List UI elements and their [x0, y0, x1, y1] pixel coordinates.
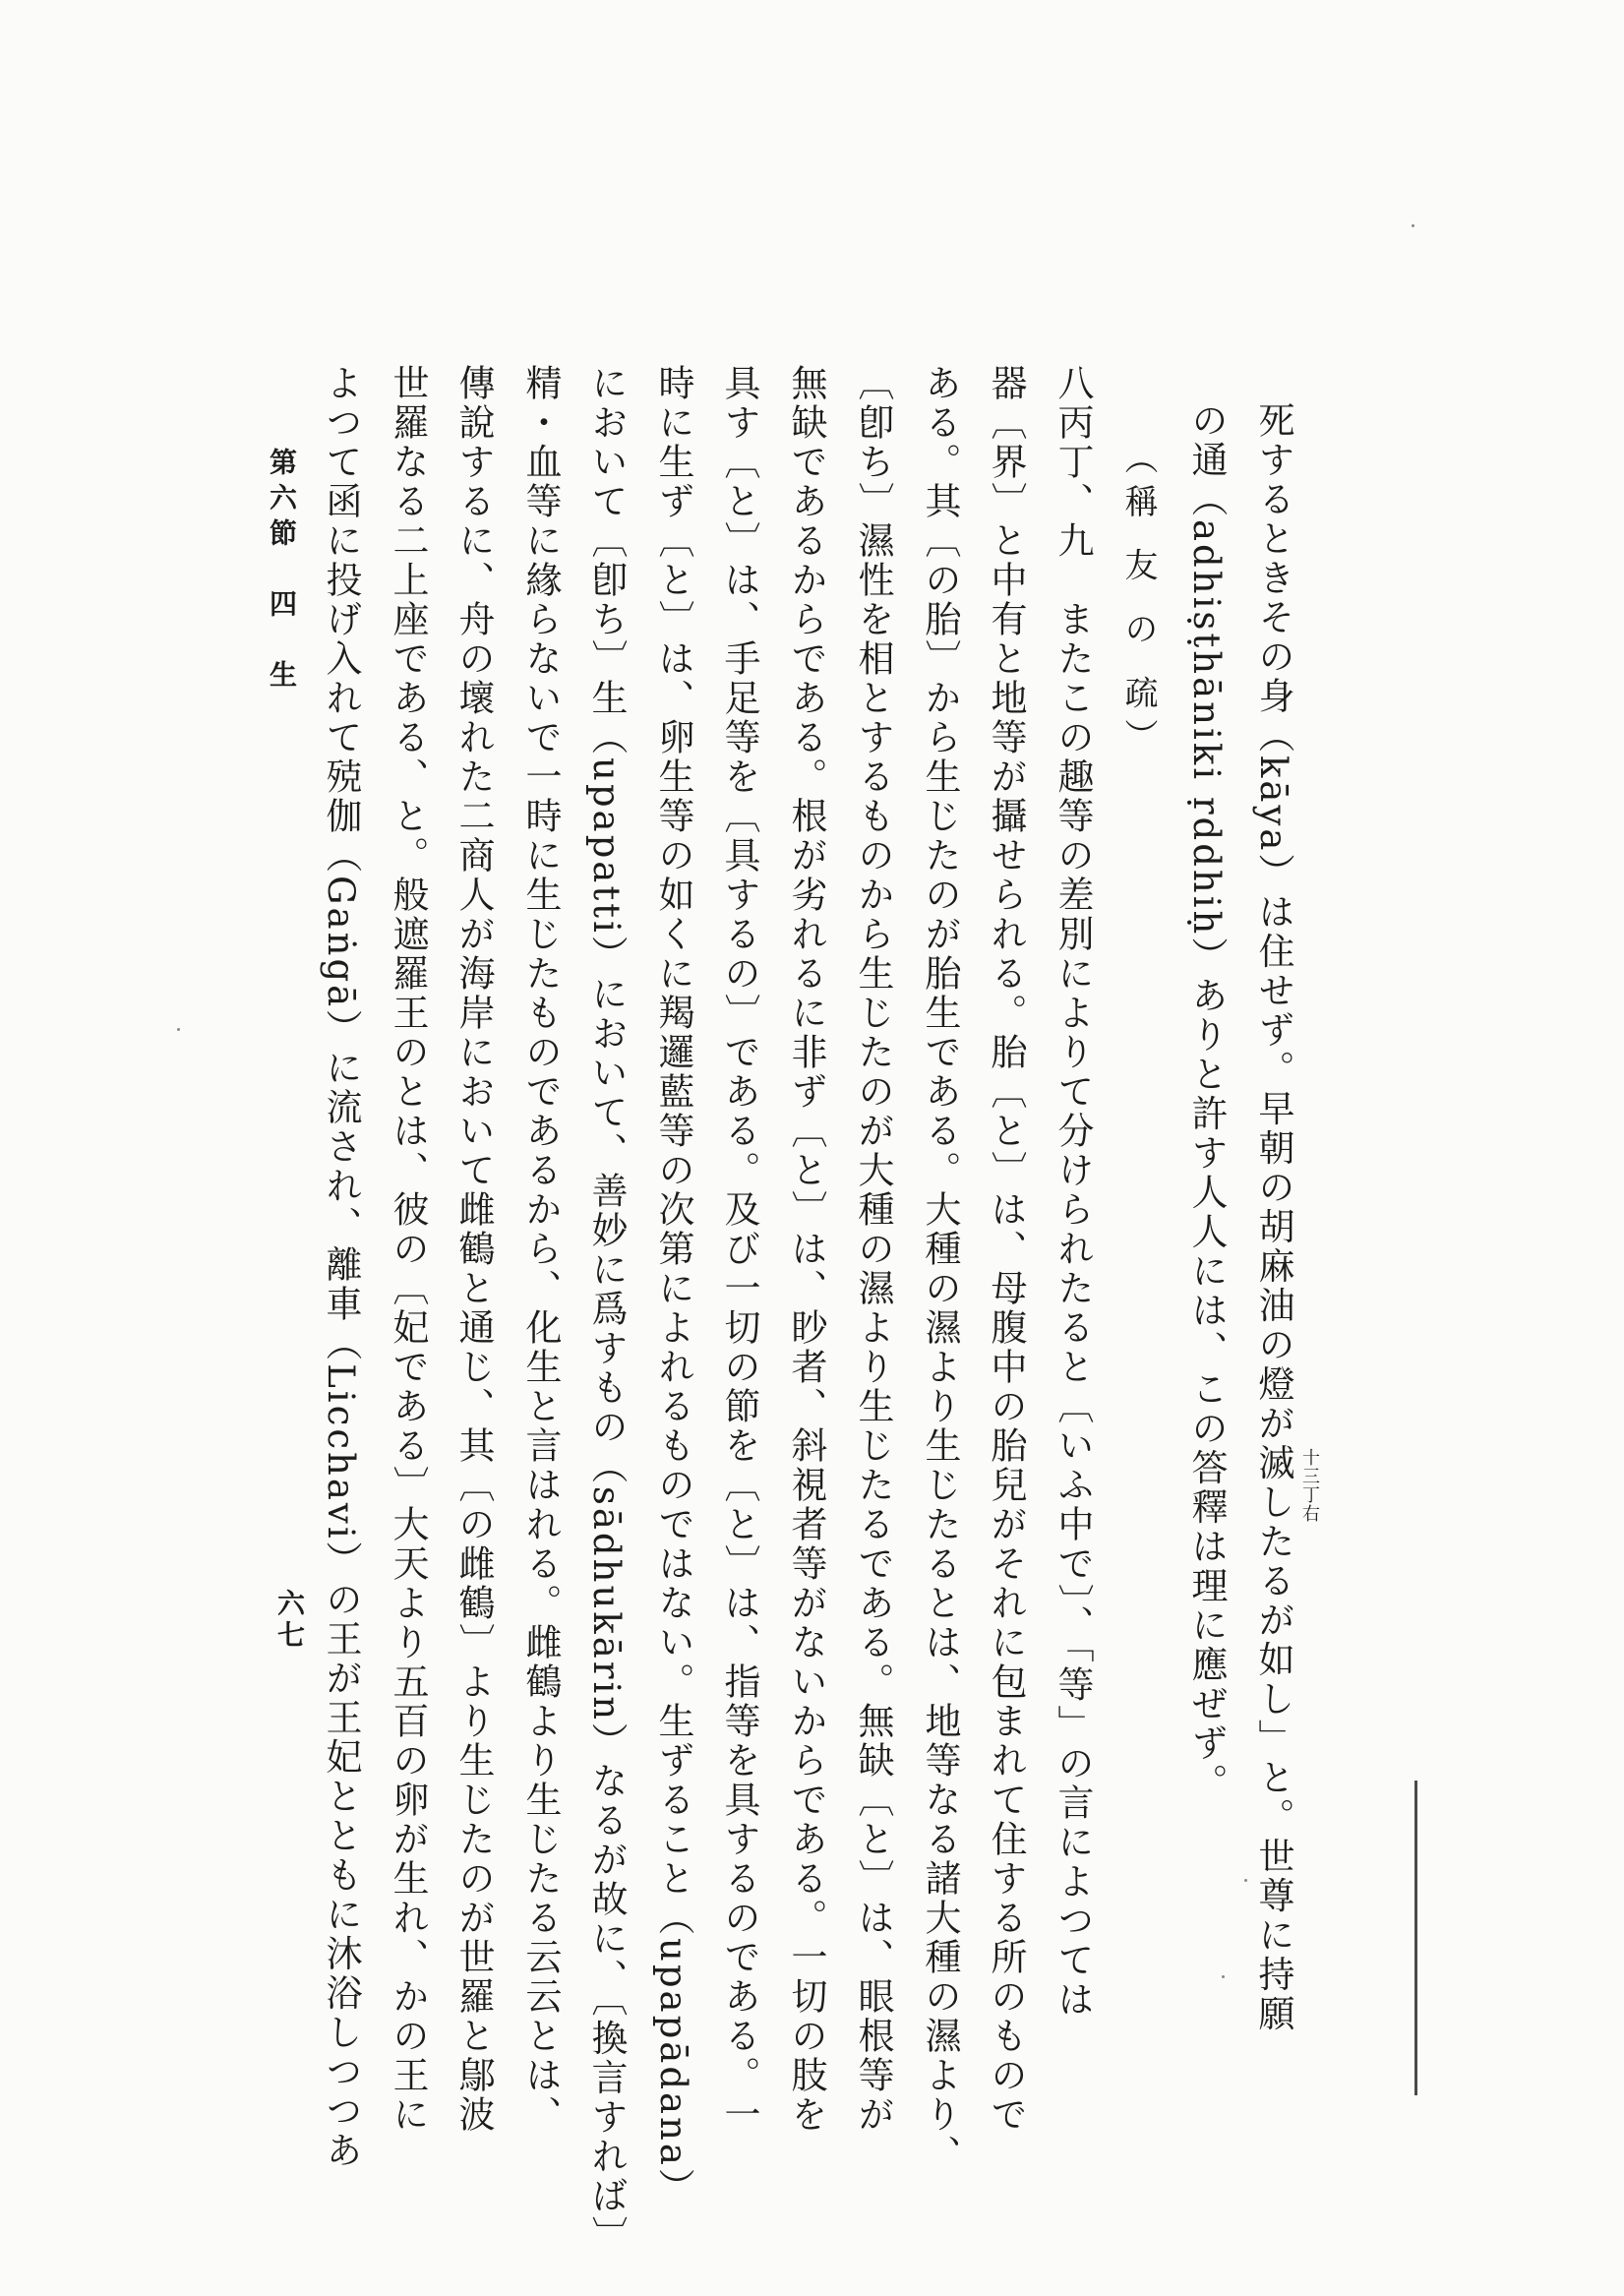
- scan-speck: [177, 1028, 180, 1031]
- text-column: 〔卽ち〕濕性を相とするものから生じたのが大種の濕より生じたるである。無缺〔と〕は、眼根等が: [852, 364, 894, 2135]
- text-column: 器〔界〕と中有と地等が攝せられる。胎〔と〕は、母腹中の胎兒がそれに包まれて住する所のもので: [985, 364, 1027, 2135]
- scan-edge-line: [1414, 1781, 1417, 2095]
- text-column: 具す〔と〕は、手足等を〔具するの〕である。及び一切の節を〔と〕は、指等を具するのである。一: [718, 364, 760, 2135]
- text-column: の通（adhiṣṭhāniki ṛddhiḥ）ありと許す人人には、この答釋は理に應ぜず。: [1185, 401, 1228, 1803]
- scan-speck: [1222, 1975, 1225, 1978]
- text-column: 精・血等に緣らないで一時に生じたものであるから、化生と言はれる。雌鶴より生じたる云云とは、: [519, 364, 562, 2135]
- margin-note: 十三丁右: [1299, 1448, 1320, 1523]
- text-column: ある。其〔の胎〕から生じたのが胎生である。大種の濕より生じたるとは、地等なる諸大種の濕より、: [919, 364, 961, 2174]
- text-column: 死するときその身（kāya）は住せず。早朝の胡麻油の燈が滅したるが如し」と。世尊に持願: [1252, 401, 1294, 2034]
- text-column: 無缺であるからである。根が劣れるに非ず〔と〕は、眇者、斜視者等がないからである。一切の肢を: [785, 364, 827, 2135]
- scan-speck: [1412, 224, 1414, 227]
- scan-speck: [1244, 1879, 1247, 1882]
- page-number: 六七: [273, 1589, 306, 1652]
- commentary-heading: （稱 友 の 疏）: [1118, 441, 1158, 762]
- section-footer: 第六節 四 生: [266, 448, 298, 695]
- text-column: 傳說するに、舟の壞れた二商人が海岸において雌鶴と通じ、其〔の雌鶴〕より生じたのが世羅と鄔波: [452, 364, 495, 2135]
- text-column: 世羅なる二上座である、と。般遮羅王のとは、彼の〔妃である〕大天より五百の卵が生れ、かの王に: [387, 364, 429, 2135]
- text-column: において〔卽ち〕生（upapatti）において、善妙に爲すもの（sādhukārin）なるが故に、〔換言すれば〕: [585, 364, 628, 2256]
- text-column: よつて函に投げ入れて殑伽（Gaṅgā）に流され、離車（Licchavi）の王が王妃とともに沐浴しつつあ: [320, 364, 362, 2171]
- text-column: 時に生ず〔と〕は、卵生等の如くに羯邏藍等の次第によれるものではない。生ずること（upapādana）: [652, 364, 694, 2207]
- text-column: 八丙丁、九 またこの趣等の差別によりて分けられたると〔いふ中で〕、「等」の言によつては: [1052, 364, 1094, 2020]
